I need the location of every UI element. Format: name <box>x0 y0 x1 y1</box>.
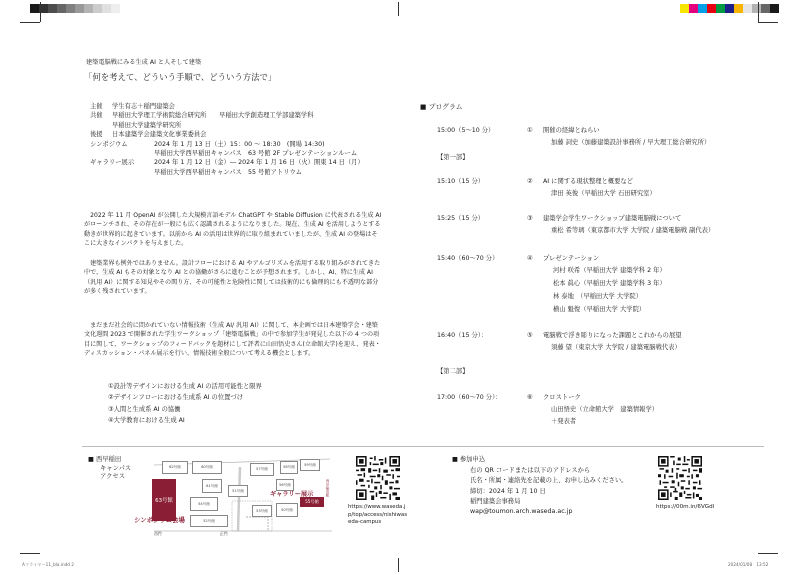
access-label <box>88 456 131 482</box>
program-speaker: 津田 英俊（早稲田大学 石田研究室） <box>551 190 656 197</box>
crop-mark <box>20 553 40 554</box>
info-value: 早稲田大学西早稲田キャンパス 55 号館アトリウム <box>154 168 303 176</box>
program-title: クロストーク <box>543 394 581 401</box>
building-56: 56号館 <box>276 479 294 491</box>
program-title: 建築学会学生ワークショップ建築電脳戦について <box>543 215 682 222</box>
registration-deadline: 締切：2024 年 1 月 10 日 <box>470 487 546 495</box>
registration-details <box>470 467 627 518</box>
info-label: ギャラリー展示 <box>90 159 135 167</box>
registration-heading: ■ 参加申込 <box>452 456 486 463</box>
info-value: 2024 年 1 月 13 日（土）15：00 ～ 18:30 (開場 14:30) <box>154 140 325 148</box>
intro-paragraph: 建築業界も例外ではありません。設計フローにおける AI やアルゴリズムを活用する取り組みがされてきた中で、生成 AI もその対象となり AI との協働がさらに進むことが予想されます。しかし、AI、特に生成 AI（汎用 AI）に関する知見やその関り方、その可能性と危険性に関しては技術的にも倫理的にも不透明な部分が多く残されています。 <box>84 260 381 296</box>
info-label: 主催 <box>90 103 103 110</box>
symposium-venue-label: シンポジウム会場 <box>134 516 185 524</box>
part2-heading: 【第二部】 <box>437 368 469 375</box>
program-speaker: 林 泰地 （早稲田大学 大学院） <box>553 293 643 300</box>
building-52: 52号館 <box>190 515 228 527</box>
info-value: 早稲田大学理工学術院総合研究所 早稲田大学創造理工学部建築学科 <box>112 112 314 120</box>
info-value: 学生有志＋稲門建築会 <box>112 103 175 110</box>
info-value: 早稲田大学西早稲田キャンパス 63 号館 2F プレゼンテーションルーム <box>154 149 358 157</box>
intro-paragraph: まだまだ社会的に問かれていない情報技術（生成 AI/ 汎用 AI）に関して、本企画では日本建築学会・建築文化週間 2023 で開催された学生ワークショップ「建築電脳戦」の中で参加学生が発見した以下の 4 つの項目に関して、ワークショップのフィードバックを題材にして評者に山田悟史さん(立命館大学)を迎え、発表・ディスカッション・パネル展示を行い、情報技術全般について考える機会とします。 <box>84 322 381 358</box>
header-title: 「何を考えて、どういう手順で、どういう方法で」 <box>84 72 277 82</box>
building-58: 58号館 <box>280 461 298 474</box>
program-speaker: 横山 魁復（早稲田大学 大学院） <box>553 306 646 313</box>
topic-item: ④大学教育における生成 AI <box>108 416 185 424</box>
program-time: 17:00（60～70 分）： <box>437 394 502 401</box>
program-number: ⑤ <box>527 332 533 339</box>
campus-map <box>134 457 336 537</box>
program-time: 15:10（15 分） <box>437 178 485 185</box>
crop-mark <box>398 2 399 16</box>
program-speaker: ＋発表者 <box>551 418 577 425</box>
registration-office: 稲門建築会事務局 <box>470 497 521 505</box>
info-label: シンポジウム <box>90 140 128 148</box>
main-gate-label: 正門 <box>220 531 228 536</box>
building-62: 62号館 <box>162 461 188 474</box>
info-value: 2024 年 1 月 12 日（金）― 2024 年 1 月 16 日（火）開東 14 日（月） <box>154 159 364 167</box>
west-gate-label: 西門 <box>154 531 162 536</box>
grayscale-calibration-bar <box>30 4 120 13</box>
building-50: 50号館 <box>276 503 298 517</box>
program-speaker: 加藤 詞史（加藤建築設計事務所 / 早大理工総合研究所） <box>551 139 711 146</box>
program-number: ① <box>527 127 533 134</box>
station-label: 西早稲田駅 <box>326 479 330 497</box>
access-label-line: アクセス <box>100 473 125 481</box>
crop-mark <box>758 22 778 23</box>
gallery-venue-label: ギャラリー展示 <box>270 491 314 498</box>
access-label-line: キャンパス <box>100 464 132 472</box>
registration-url[interactable]: https://00m.in/6VGdl <box>656 504 715 510</box>
program-number: ④ <box>527 255 533 262</box>
program-time: 15:25（15 分） <box>437 215 485 222</box>
program-number: ② <box>527 178 533 185</box>
registration-line: 氏名・所属・連絡先を記載の上、お申し込みください。 <box>470 477 628 485</box>
crop-mark <box>20 22 40 23</box>
access-url[interactable]: https://www.waseda.jp/top/access/nishiwaseda-campus <box>348 504 408 526</box>
crop-mark <box>398 558 399 572</box>
registration-qr-code[interactable] <box>658 456 702 500</box>
program-schedule <box>437 127 767 427</box>
topic-item: ③人間と生成系 AI の協働 <box>108 405 181 413</box>
registration-line: 右の QR コードまたは以下のアドレスから <box>470 467 591 474</box>
program-time: 15:00（5～10 分） <box>437 127 495 134</box>
program-number: ③ <box>527 215 533 222</box>
program-title: 電脳戦で浮き彫りになった課題とこれからの展望 <box>543 332 682 339</box>
program-title: プレゼンテーション <box>543 255 600 262</box>
building-63-highlight: 63号館 <box>152 479 176 521</box>
topic-item: ②デザインフローにおける生成系 AI の位置づけ <box>108 394 244 402</box>
registration-email[interactable]: wap@toumon.arch.waseda.ac.jp <box>470 508 573 516</box>
building-57: 57号館 <box>250 463 274 476</box>
program-time: 15:40（60～70 分） <box>437 255 499 262</box>
program-speaker: 山田悟史（立命館大学 建築情報学） <box>551 406 659 413</box>
program-speaker: 重松 希等璃（東京都市大学 大学院 / 建築電脳戦 副代表） <box>551 227 715 234</box>
color-calibration-bar <box>680 4 779 13</box>
program-title: AI に関する現状整理と概要など <box>543 178 634 185</box>
info-value: 日本建築学会建築文化事業委員会 <box>112 131 207 139</box>
building-54: 54号館 <box>190 497 218 511</box>
access-label-line: ■ 西早稲田 <box>88 456 122 463</box>
building-61: 61号館 <box>202 479 222 493</box>
topic-list <box>108 383 262 428</box>
program-title: 開催の経緯とねらい <box>543 127 600 134</box>
header-subtitle: 建築電脳戦にみる生成 AI と人そして建築 <box>86 59 202 66</box>
program-speaker: 須藤 望（東京大学 大学院 / 建築電脳戦代表） <box>551 344 681 351</box>
access-qr-code[interactable] <box>356 456 400 500</box>
intro-paragraph: 2022 年 11 月 OpenAI が公開した大規模言語モデル ChatGPT や Stable Diffusion に代表される生成 AI がローンチされ、その存在が一般にも広く認識されるようになりました。現在、生成 AI を活用しようとする動きが世界的に起きています。以前から AI の活用は世界的に取り組まれていましたが、生成 AI の登場はそこに大きなインパクトを与えました。 <box>84 212 382 248</box>
footer-timestamp: 2024/01/08 13:52 <box>728 562 769 567</box>
building-60: 60号館 <box>192 461 222 474</box>
program-number: ⑥ <box>527 394 533 401</box>
program-speaker: 松本 眞心（早稲田大学 建築学科 3 年） <box>553 280 666 287</box>
footer-file-slug: Aフライヤー11_bla.indd 2 <box>22 562 74 567</box>
section-divider <box>82 446 764 447</box>
crop-mark <box>758 2 759 22</box>
part1-heading: 【第一部】 <box>437 154 469 161</box>
program-time: 16:40（15 分）： <box>437 332 488 339</box>
program-heading: ■ プログラム <box>420 103 463 111</box>
info-label: 共催 <box>90 112 103 120</box>
crop-mark <box>40 2 41 22</box>
building-59: 59号館 <box>300 459 320 471</box>
building-51: 51号館 <box>228 485 248 497</box>
crop-mark <box>758 553 778 554</box>
info-value: 早稲田大学建築学研究所 <box>112 121 182 129</box>
building-55-highlight: 55号館 <box>300 497 324 507</box>
program-speaker: 河村 咲希（早稲田大学 建築学科 2 年） <box>553 267 666 274</box>
building-53: 53号館 <box>252 505 272 517</box>
info-label: 後援 <box>90 131 103 139</box>
topic-item: ①設計等デザインにおける生成 AI の活用可能性と限界 <box>108 383 262 390</box>
